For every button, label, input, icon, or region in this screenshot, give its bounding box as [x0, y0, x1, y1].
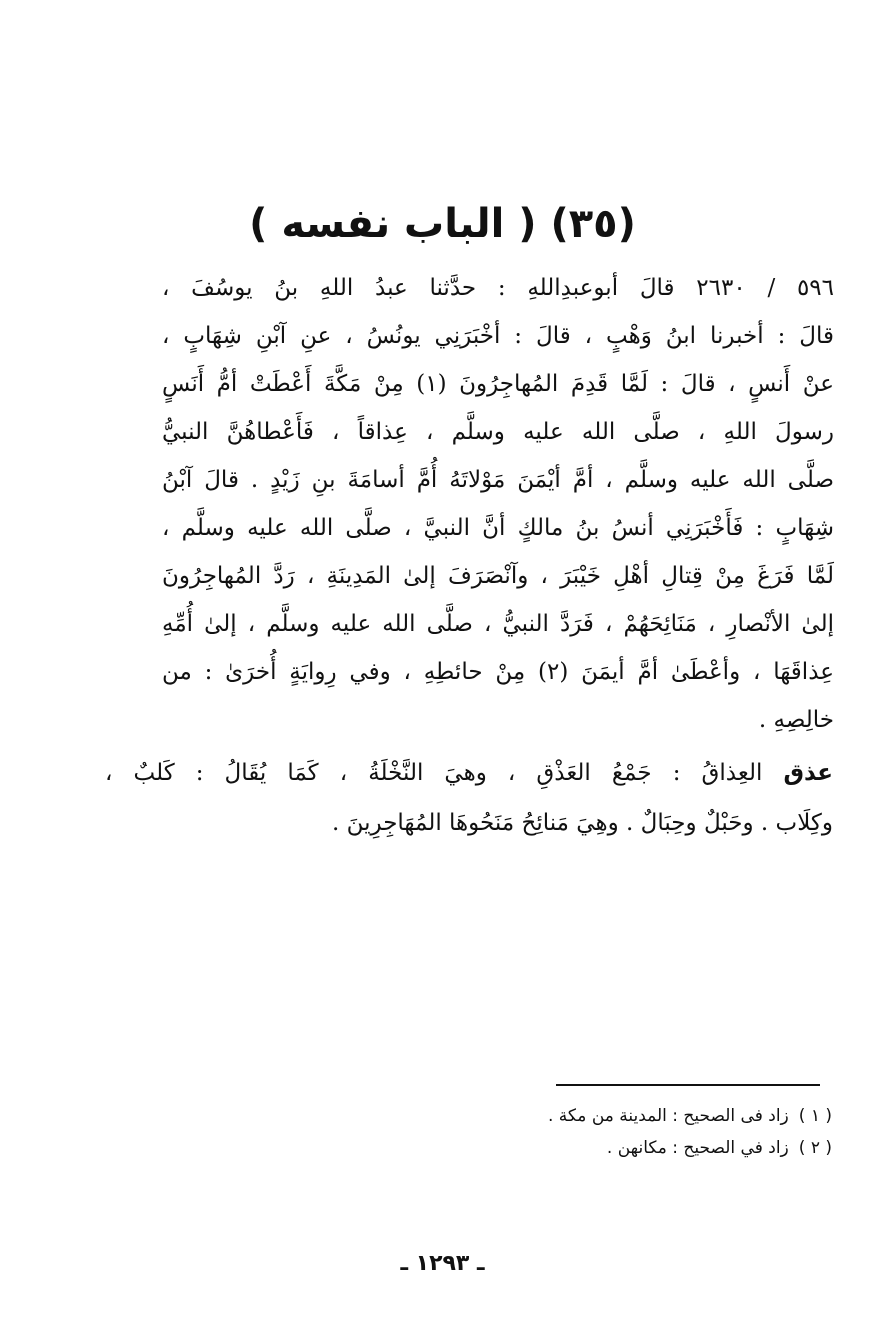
gloss-line [105, 748, 833, 798]
page-number: ـ ١٢٩٣ ـ [400, 1251, 485, 1276]
chapter-title: (٣٥) ( الباب نفسه ) [249, 201, 636, 247]
gloss-note [105, 748, 833, 848]
footnote [440, 1100, 832, 1132]
footnotes [440, 1100, 832, 1164]
hadith-line: شِهَابٍ : فَأَخْبَرَنِي أنسُ بنُ مالكٍ أنَّ النبيَّ ، صلَّى الله عليه وسلَّم ، [162, 515, 834, 541]
gloss-line: وكِلَاب . وحَبْلٌ وحِبَالٌ . وهِيَ مَنائِحُ مَنَحُوهَا المُهَاجِرِينَ . [331, 810, 833, 836]
footnote-marker: ( ٢ ) [798, 1138, 832, 1158]
hadith-line: لَمَّا فَرَغَ مِنْ قِتالِ أهْلِ خَيْبَرَ ، وآنْصَرَفَ إلىٰ المَدِينَةِ ، رَدَّ المُهاجِرُونَ [162, 563, 834, 589]
hadith-line: إلىٰ الأنْصارِ ، مَنَائِحَهُمْ ، فَرَدَّ النبيُّ ، صلَّى الله عليه وسلَّم ، إلىٰ أُمِّهِ [162, 611, 835, 637]
hadith-line: ٥٩٦ / ٢٦٣٠ قالَ أبوعبدِاللهِ : حدَّثنا عبدُ اللهِ بنُ يوسُفَ ، [162, 275, 834, 301]
hadith-line: قالَ : أخبرنا ابنُ وَهْبٍ ، قالَ : أخْبَرَنِي يونُسُ ، عنِ آبْنِ شِهَابٍ ، [162, 323, 834, 349]
hadith-text [162, 264, 834, 744]
footnote-text: زاد في الصحيح : مكانهن . [606, 1138, 789, 1158]
hadith-line: رسولَ اللهِ ، صلَّى الله عليه وسلَّم ، عِذاقاً ، فَأَعْطاهُنَّ النبيُّ [162, 419, 834, 445]
footnote-marker: ( ١ ) [798, 1106, 832, 1126]
footnote-divider [556, 1084, 820, 1086]
hadith-line: عِذاقَهَا ، وأعْطَىٰ أمَّ أيمَنَ (٢) مِنْ حائطِهِ ، وفي رِوايَةٍ أُخرَىٰ : من [162, 659, 834, 685]
footnote [440, 1132, 832, 1164]
gloss-headword: عذق [783, 760, 833, 786]
hadith-line: خالِصِهِ . [758, 707, 834, 733]
hadith-line: عنْ أَنسٍ ، قالَ : لَمَّا قَدِمَ المُهاجِرُونَ (١) مِنْ مَكَّةَ أَعْطَتْ أمُّ أَنَسٍ [162, 371, 834, 397]
gloss-definition: العِذاقُ : جَمْعُ العَذْقِ ، وهيَ النَّخْلَةُ ، كَمَا يُقَالُ : كَلبٌ ، [105, 760, 763, 786]
hadith-line: صلَّى الله عليه وسلَّم ، أمَّ أيْمَنَ مَوْلاتَهُ أُمَّ أسامَةَ بنِ زَيْدٍ . قالَ آبْنُ [162, 467, 834, 493]
footnote-text: زاد فى الصحيح : المدينة من مكة . [548, 1106, 789, 1126]
